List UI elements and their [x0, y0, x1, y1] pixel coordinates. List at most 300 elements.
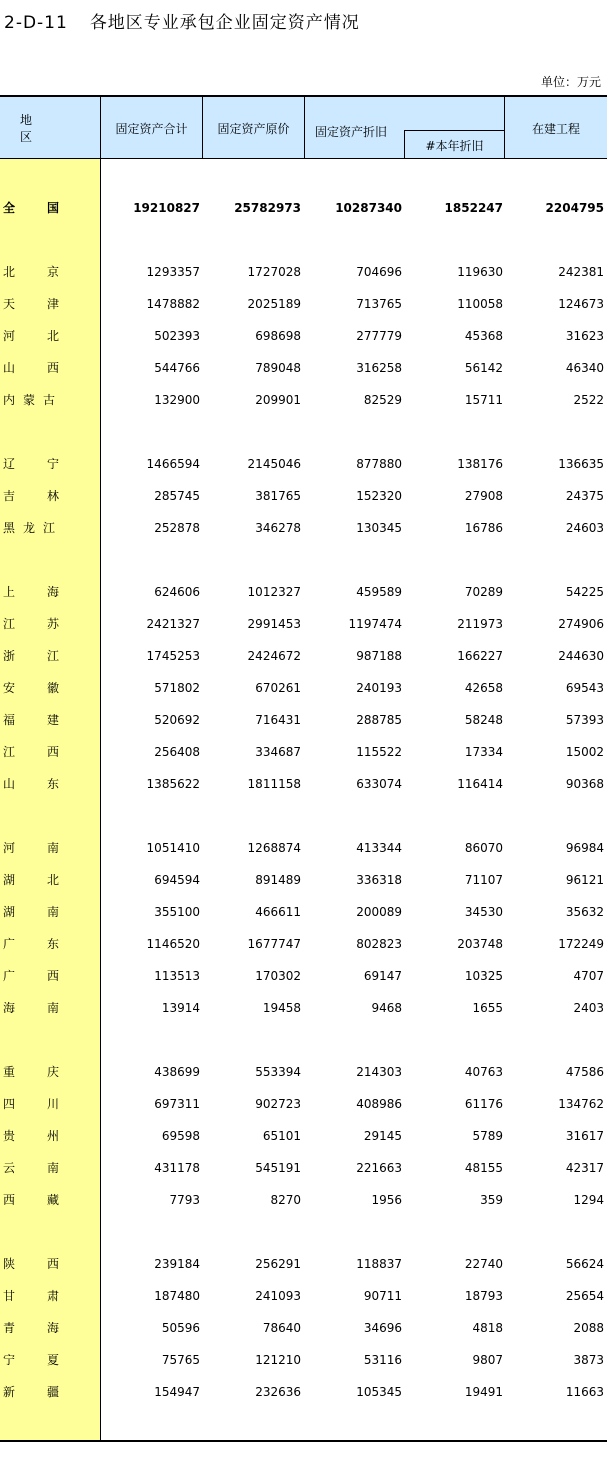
- cell-current-year-depreciation: 110058: [457, 297, 503, 311]
- cell-original-value: 1677747: [247, 937, 301, 951]
- cell-current-year-depreciation: 4818: [472, 1321, 503, 1335]
- cell-total-fixed-assets: 239184: [154, 1257, 200, 1271]
- region-name: [3, 454, 59, 474]
- cell-total-fixed-assets: 502393: [154, 329, 200, 343]
- region-column-band: [0, 159, 101, 1441]
- region-name-char: 海: [3, 1001, 16, 1015]
- cell-current-year-depreciation: 58248: [464, 713, 503, 727]
- unit-label: 单位：万元: [540, 75, 601, 89]
- cell-current-year-depreciation: 18793: [464, 1289, 503, 1303]
- cell-total-fixed-assets: 187480: [154, 1289, 200, 1303]
- region-name-char: 江: [3, 617, 16, 631]
- cell-original-value: 346278: [255, 521, 301, 535]
- region-name: [3, 198, 59, 218]
- region-name-char: 国: [46, 201, 59, 215]
- cell-construction-in-progress: 2088: [573, 1321, 604, 1335]
- region-name-char: 海: [46, 1321, 59, 1335]
- region-name-char: 建: [46, 713, 59, 727]
- cell-current-year-depreciation: 17334: [464, 745, 503, 759]
- cell-total-fixed-assets: 7793: [169, 1193, 200, 1207]
- region-name: [3, 646, 59, 666]
- cell-depreciation: 713765: [356, 297, 402, 311]
- region-name-char: 湖: [3, 873, 16, 887]
- cell-depreciation: 802823: [356, 937, 402, 951]
- table-row: [0, 1254, 607, 1274]
- cell-construction-in-progress: 31617: [565, 1129, 604, 1143]
- cell-depreciation: 221663: [356, 1161, 402, 1175]
- cell-original-value: 1012327: [247, 585, 301, 599]
- cell-depreciation: 633074: [356, 777, 402, 791]
- region-name-char: 宁: [46, 457, 59, 471]
- cell-total-fixed-assets: 431178: [154, 1161, 200, 1175]
- table-row: [0, 902, 607, 922]
- cell-total-fixed-assets: 1051410: [146, 841, 200, 855]
- cell-construction-in-progress: 124673: [558, 297, 604, 311]
- region-name-char: 川: [46, 1097, 59, 1111]
- cell-original-value: 65101: [262, 1129, 301, 1143]
- cell-construction-in-progress: 24603: [565, 521, 604, 535]
- region-name-char: 甘: [3, 1289, 16, 1303]
- cell-depreciation: 214303: [356, 1065, 402, 1079]
- region-name-char: 江: [46, 649, 59, 663]
- cell-construction-in-progress: 96984: [565, 841, 604, 855]
- region-name-char: 宁: [3, 1353, 16, 1367]
- cell-depreciation: 115522: [356, 745, 402, 759]
- region-name: [3, 1350, 59, 1370]
- region-name: [3, 710, 59, 730]
- cell-original-value: 334687: [255, 745, 301, 759]
- cell-depreciation: 1956: [371, 1193, 402, 1207]
- cell-original-value: 716431: [255, 713, 301, 727]
- cell-total-fixed-assets: 624606: [154, 585, 200, 599]
- region-name: [3, 1158, 59, 1178]
- cell-current-year-depreciation: 27908: [464, 489, 503, 503]
- table-row: [0, 966, 607, 986]
- cell-original-value: 466611: [255, 905, 301, 919]
- region-name-char: 重: [3, 1065, 16, 1079]
- cell-total-fixed-assets: 544766: [154, 361, 200, 375]
- cell-current-year-depreciation: 203748: [457, 937, 503, 951]
- cell-depreciation: 10287340: [335, 201, 402, 215]
- cell-original-value: 2991453: [247, 617, 301, 631]
- cell-original-value: 121210: [255, 1353, 301, 1367]
- region-name: [3, 582, 59, 602]
- table-row: [0, 710, 607, 730]
- cell-current-year-depreciation: 1852247: [444, 201, 503, 215]
- region-name: [3, 742, 59, 762]
- table-row: [0, 582, 607, 602]
- region-name-char: 京: [46, 265, 59, 279]
- region-name-char: 肃: [46, 1289, 59, 1303]
- cell-construction-in-progress: 3873: [573, 1353, 604, 1367]
- cell-total-fixed-assets: 75765: [161, 1353, 200, 1367]
- region-name: [3, 998, 59, 1018]
- table-row: [0, 262, 607, 282]
- table-row: [0, 614, 607, 634]
- cell-construction-in-progress: 42317: [565, 1161, 604, 1175]
- cell-original-value: 2145046: [247, 457, 301, 471]
- cell-original-value: 670261: [255, 681, 301, 695]
- region-name: [3, 678, 59, 698]
- cell-depreciation: 82529: [363, 393, 402, 407]
- table-bottom-rule: [0, 1440, 607, 1442]
- cell-construction-in-progress: 31623: [565, 329, 604, 343]
- cell-total-fixed-assets: 50596: [161, 1321, 200, 1335]
- cell-total-fixed-assets: 697311: [154, 1097, 200, 1111]
- cell-original-value: 241093: [255, 1289, 301, 1303]
- table-header: [0, 95, 607, 159]
- cell-current-year-depreciation: 61176: [464, 1097, 503, 1111]
- cell-depreciation: 336318: [356, 873, 402, 887]
- region-name-char: 州: [46, 1129, 59, 1143]
- cell-construction-in-progress: 244630: [558, 649, 604, 663]
- cell-construction-in-progress: 90368: [565, 777, 604, 791]
- region-name-char: 南: [46, 905, 59, 919]
- cell-construction-in-progress: 2522: [573, 393, 604, 407]
- cell-construction-in-progress: 172249: [558, 937, 604, 951]
- cell-current-year-depreciation: 42658: [464, 681, 503, 695]
- table-row: [0, 1094, 607, 1114]
- region-name-char: 北: [3, 265, 16, 279]
- region-name-char: 疆: [46, 1385, 59, 1399]
- table-row: [0, 326, 607, 346]
- region-name: [3, 486, 59, 506]
- region-name-char: 林: [46, 489, 59, 503]
- cell-total-fixed-assets: 69598: [161, 1129, 200, 1143]
- cell-current-year-depreciation: 5789: [472, 1129, 503, 1143]
- cell-original-value: 1268874: [247, 841, 301, 855]
- region-name-char: 西: [46, 745, 59, 759]
- cell-original-value: 25782973: [234, 201, 301, 215]
- region-name: [3, 1094, 59, 1114]
- cell-original-value: 553394: [255, 1065, 301, 1079]
- cell-total-fixed-assets: 571802: [154, 681, 200, 695]
- table-row: [0, 518, 607, 538]
- cell-construction-in-progress: 1294: [573, 1193, 604, 1207]
- table-row: [0, 358, 607, 378]
- cell-depreciation: 277779: [356, 329, 402, 343]
- region-name-char: 辽: [3, 457, 16, 471]
- cell-total-fixed-assets: 1385622: [146, 777, 200, 791]
- cell-total-fixed-assets: 2421327: [146, 617, 200, 631]
- region-name-char: 海: [46, 585, 59, 599]
- region-name-char: 湖: [3, 905, 16, 919]
- cell-total-fixed-assets: 252878: [154, 521, 200, 535]
- table-row: [0, 774, 607, 794]
- cell-current-year-depreciation: 138176: [457, 457, 503, 471]
- cell-depreciation: 29145: [363, 1129, 402, 1143]
- region-name-char: 藏: [46, 1193, 59, 1207]
- table-row: [0, 1318, 607, 1338]
- table-title: [4, 8, 360, 33]
- cell-current-year-depreciation: 166227: [457, 649, 503, 663]
- header-construction-in-progress: 在建工程: [531, 121, 580, 136]
- region-name-char: 庆: [46, 1065, 59, 1079]
- region-name-char: 内: [3, 393, 16, 407]
- cell-current-year-depreciation: 34530: [464, 905, 503, 919]
- cell-construction-in-progress: 54225: [565, 585, 604, 599]
- region-name-char: 四: [3, 1097, 16, 1111]
- region-name-char: 河: [3, 329, 16, 343]
- region-name: [3, 934, 59, 954]
- table-row: [0, 934, 607, 954]
- table-row: [0, 678, 607, 698]
- table-row: [0, 1286, 607, 1306]
- table-row: [0, 1158, 607, 1178]
- region-name-char: 吉: [3, 489, 16, 503]
- cell-original-value: 902723: [255, 1097, 301, 1111]
- region-name: [3, 326, 59, 346]
- cell-depreciation: 316258: [356, 361, 402, 375]
- cell-construction-in-progress: 15002: [565, 745, 604, 759]
- cell-current-year-depreciation: 19491: [464, 1385, 503, 1399]
- cell-depreciation: 1197474: [348, 617, 402, 631]
- region-name-char: 西: [3, 1193, 16, 1207]
- cell-current-year-depreciation: 86070: [464, 841, 503, 855]
- region-name-char: 南: [46, 1161, 59, 1175]
- cell-original-value: 789048: [255, 361, 301, 375]
- table-row: [0, 390, 607, 410]
- cell-construction-in-progress: 134762: [558, 1097, 604, 1111]
- table-row: [0, 1190, 607, 1210]
- cell-original-value: 545191: [255, 1161, 301, 1175]
- cell-depreciation: 118837: [356, 1257, 402, 1271]
- cell-total-fixed-assets: 1466594: [146, 457, 200, 471]
- cell-depreciation: 413344: [356, 841, 402, 855]
- header-original-value: 固定资产原价: [203, 97, 305, 159]
- cell-total-fixed-assets: 19210827: [133, 201, 200, 215]
- cell-original-value: 698698: [255, 329, 301, 343]
- cell-original-value: 232636: [255, 1385, 301, 1399]
- cell-construction-in-progress: 96121: [565, 873, 604, 887]
- cell-total-fixed-assets: 113513: [154, 969, 200, 983]
- cell-total-fixed-assets: 132900: [154, 393, 200, 407]
- cell-current-year-depreciation: 70289: [464, 585, 503, 599]
- region-name-char: 河: [3, 841, 16, 855]
- cell-construction-in-progress: 35632: [565, 905, 604, 919]
- region-name: [3, 262, 59, 282]
- region-name-char: 西: [46, 361, 59, 375]
- region-name-char: 浙: [3, 649, 16, 663]
- region-name-char: 江: [42, 521, 55, 535]
- table-row: [0, 838, 607, 858]
- table-row: [0, 454, 607, 474]
- cell-current-year-depreciation: 71107: [464, 873, 503, 887]
- region-name-char: 南: [46, 1001, 59, 1015]
- region-name: [3, 870, 59, 890]
- cell-construction-in-progress: 69543: [565, 681, 604, 695]
- cell-construction-in-progress: 2204795: [545, 201, 604, 215]
- cell-total-fixed-assets: 1745253: [146, 649, 200, 663]
- cell-total-fixed-assets: 154947: [154, 1385, 200, 1399]
- region-name-char: 广: [3, 937, 16, 951]
- cell-original-value: 2025189: [247, 297, 301, 311]
- cell-current-year-depreciation: 45368: [464, 329, 503, 343]
- cell-original-value: 170302: [255, 969, 301, 983]
- region-name-char: 山: [3, 777, 16, 791]
- region-name: [3, 1286, 59, 1306]
- cell-current-year-depreciation: 56142: [464, 361, 503, 375]
- region-name-char: 新: [3, 1385, 16, 1399]
- region-name: [3, 358, 59, 378]
- region-name-char: 东: [46, 777, 59, 791]
- header-current-year-depreciation: #本年折旧: [404, 130, 505, 159]
- region-name: [3, 1382, 59, 1402]
- cell-construction-in-progress: 57393: [565, 713, 604, 727]
- region-name-char: 黑: [3, 521, 16, 535]
- cell-depreciation: 130345: [356, 521, 402, 535]
- cell-current-year-depreciation: 40763: [464, 1065, 503, 1079]
- cell-original-value: 19458: [262, 1001, 301, 1015]
- table-row: [0, 1382, 607, 1402]
- cell-construction-in-progress: 24375: [565, 489, 604, 503]
- region-name-char: 北: [46, 329, 59, 343]
- header-depreciation: 固定资产折旧: [305, 97, 505, 159]
- cell-depreciation: 877880: [356, 457, 402, 471]
- table-title-text: 各地区专业承包企业固定资产情况: [89, 13, 360, 33]
- region-name-char: 北: [46, 873, 59, 887]
- region-name: [3, 838, 59, 858]
- cell-depreciation: 90711: [363, 1289, 402, 1303]
- region-name-char: 龙: [22, 521, 35, 535]
- cell-depreciation: 34696: [363, 1321, 402, 1335]
- cell-current-year-depreciation: 211973: [457, 617, 503, 631]
- cell-construction-in-progress: 25654: [565, 1289, 604, 1303]
- region-name: [3, 518, 55, 538]
- region-name-char: 陕: [3, 1257, 16, 1271]
- cell-total-fixed-assets: 1293357: [146, 265, 200, 279]
- cell-original-value: 209901: [255, 393, 301, 407]
- cell-current-year-depreciation: 119630: [457, 265, 503, 279]
- table-row: [0, 1126, 607, 1146]
- cell-current-year-depreciation: 15711: [464, 393, 503, 407]
- cell-construction-in-progress: 56624: [565, 1257, 604, 1271]
- cell-total-fixed-assets: 438699: [154, 1065, 200, 1079]
- cell-total-fixed-assets: 1146520: [146, 937, 200, 951]
- cell-depreciation: 408986: [356, 1097, 402, 1111]
- region-name-char: 云: [3, 1161, 16, 1175]
- region-name-char: 江: [3, 745, 16, 759]
- cell-original-value: 8270: [270, 1193, 301, 1207]
- region-name: [3, 774, 59, 794]
- region-name: [3, 1254, 59, 1274]
- cell-depreciation: 240193: [356, 681, 402, 695]
- total-row: [0, 198, 607, 218]
- cell-depreciation: 200089: [356, 905, 402, 919]
- cell-construction-in-progress: 242381: [558, 265, 604, 279]
- cell-depreciation: 987188: [356, 649, 402, 663]
- cell-current-year-depreciation: 9807: [472, 1353, 503, 1367]
- region-name-char: 安: [3, 681, 16, 695]
- cell-current-year-depreciation: 22740: [464, 1257, 503, 1271]
- table-row: [0, 646, 607, 666]
- region-name: [3, 1062, 59, 1082]
- region-name-char: 苏: [46, 617, 59, 631]
- cell-construction-in-progress: 2403: [573, 1001, 604, 1015]
- header-region: 地 区: [0, 97, 101, 159]
- cell-total-fixed-assets: 520692: [154, 713, 200, 727]
- region-name-char: 广: [3, 969, 16, 983]
- cell-construction-in-progress: 47586: [565, 1065, 604, 1079]
- region-name-char: 贵: [3, 1129, 16, 1143]
- cell-construction-in-progress: 4707: [573, 969, 604, 983]
- region-name-char: 西: [46, 1257, 59, 1271]
- region-name: [3, 902, 59, 922]
- cell-original-value: 2424672: [247, 649, 301, 663]
- cell-original-value: 1727028: [247, 265, 301, 279]
- cell-original-value: 78640: [262, 1321, 301, 1335]
- region-name: [3, 1190, 59, 1210]
- cell-original-value: 1811158: [247, 777, 301, 791]
- region-name: [3, 1126, 59, 1146]
- region-name-char: 蒙: [22, 393, 35, 407]
- region-name-char: 古: [42, 393, 55, 407]
- cell-construction-in-progress: 11663: [565, 1385, 604, 1399]
- cell-current-year-depreciation: 10325: [464, 969, 503, 983]
- cell-depreciation: 288785: [356, 713, 402, 727]
- cell-depreciation: 9468: [371, 1001, 402, 1015]
- table-row: [0, 742, 607, 762]
- cell-total-fixed-assets: 355100: [154, 905, 200, 919]
- region-name-char: 天: [3, 297, 16, 311]
- table-row: [0, 1350, 607, 1370]
- cell-depreciation: 105345: [356, 1385, 402, 1399]
- cell-construction-in-progress: 46340: [565, 361, 604, 375]
- cell-construction-in-progress: 274906: [558, 617, 604, 631]
- cell-current-year-depreciation: 16786: [464, 521, 503, 535]
- region-name-char: 津: [46, 297, 59, 311]
- region-name-char: 夏: [46, 1353, 59, 1367]
- cell-original-value: 381765: [255, 489, 301, 503]
- table-row: [0, 294, 607, 314]
- table-row: [0, 870, 607, 890]
- region-name: [3, 966, 59, 986]
- region-name-char: 东: [46, 937, 59, 951]
- cell-original-value: 891489: [255, 873, 301, 887]
- cell-total-fixed-assets: 13914: [161, 1001, 200, 1015]
- cell-depreciation: 152320: [356, 489, 402, 503]
- cell-construction-in-progress: 136635: [558, 457, 604, 471]
- cell-depreciation: 69147: [363, 969, 402, 983]
- cell-total-fixed-assets: 1478882: [146, 297, 200, 311]
- region-name-char: 徽: [46, 681, 59, 695]
- cell-current-year-depreciation: 48155: [464, 1161, 503, 1175]
- cell-depreciation: 459589: [356, 585, 402, 599]
- cell-depreciation: 53116: [363, 1353, 402, 1367]
- table-row: [0, 1062, 607, 1082]
- cell-original-value: 256291: [255, 1257, 301, 1271]
- region-name: [3, 1318, 59, 1338]
- region-name-char: 上: [3, 585, 16, 599]
- cell-current-year-depreciation: 1655: [472, 1001, 503, 1015]
- region-name: [3, 614, 59, 634]
- region-name-char: 全: [3, 201, 16, 215]
- table-row: [0, 998, 607, 1018]
- region-name-char: 青: [3, 1321, 16, 1335]
- table-row: [0, 486, 607, 506]
- cell-current-year-depreciation: 359: [480, 1193, 503, 1207]
- cell-total-fixed-assets: 285745: [154, 489, 200, 503]
- table-code: 2-D-11: [4, 13, 68, 33]
- cell-current-year-depreciation: 116414: [457, 777, 503, 791]
- cell-total-fixed-assets: 694594: [154, 873, 200, 887]
- cell-depreciation: 704696: [356, 265, 402, 279]
- region-name: [3, 294, 59, 314]
- region-name-char: 南: [46, 841, 59, 855]
- header-total-fixed-assets: 固定资产合计: [101, 97, 203, 159]
- cell-total-fixed-assets: 256408: [154, 745, 200, 759]
- region-name-char: 西: [46, 969, 59, 983]
